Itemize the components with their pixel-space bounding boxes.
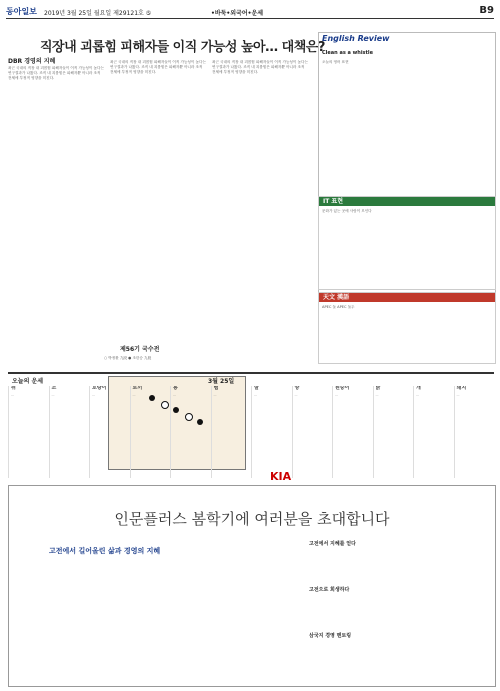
hanja-title: 天文 漢語: [319, 293, 495, 302]
sponsor-logo: KIA: [270, 470, 292, 483]
sign-column: 호랑이 …: [89, 386, 130, 478]
page-header: [6, 4, 494, 19]
horoscope-title: 오늘의 운세: [12, 378, 44, 385]
horoscope-bar: [8, 372, 494, 384]
sign-column: 용 …: [170, 386, 211, 478]
english-review-subtitle: Clean as a whistle: [322, 50, 374, 56]
sign-column: 토끼 …: [130, 386, 171, 478]
article-column-2: 최근 국내의 직장 내 괴롭힘 피해자들이 이직 가능성이 높다는 연구결과가 나왔다. 조직 내 괴롭힘은 피해자뿐 아니라 조직 전체에 부정적 영향을 미친다.: [110, 60, 206, 74]
ad-course-3: 고전으로 희생하다: [309, 587, 350, 593]
horoscope-grid: [8, 386, 494, 478]
sign-column: 돼지 …: [454, 386, 495, 478]
sign-column: 개 …: [413, 386, 454, 478]
sign-column: 말 …: [251, 386, 292, 478]
english-review-text: 오늘의 영어 표현: [322, 60, 349, 64]
article-column-3: 최근 국내의 직장 내 괴롭힘 피해자들이 이직 가능성이 높다는 연구결과가 나왔다. 조직 내 괴롭힘은 피해자뿐 아니라 조직 전체에 부정적 영향을 미친다.: [212, 60, 308, 74]
sign-column: 원숭이 …: [332, 386, 373, 478]
article-subhead: DBR 경영의 지혜: [8, 58, 56, 65]
ad-course-4: 삼국지 경영 멘토링: [309, 633, 352, 639]
ad-course-1: 고전에서 길어올린 삶과 경영의 지혜: [49, 547, 161, 555]
horoscope-date: 3월 25일: [208, 378, 235, 385]
advertisement: [8, 485, 496, 687]
it-expression-box: [318, 196, 496, 290]
go-players: ○ 박정환 九段 ● 조한승 九段: [104, 356, 152, 360]
article-column-1: 최근 국내의 직장 내 괴롭힘 피해자들이 이직 가능성이 높다는 연구결과가 나왔다. 조직 내 괴롭힘은 피해자뿐 아니라 조직 전체에 부정적 영향을 미친다.: [8, 66, 104, 80]
issue-date: 2019년 3월 25일 월요일 제29121호 ⑤: [44, 10, 152, 17]
it-expression-title: IT 표현: [319, 197, 495, 206]
sign-column: 뱀 …: [211, 386, 252, 478]
page-number: B9: [479, 5, 494, 16]
section-label: •바둑•외국어•운세: [211, 10, 264, 17]
ad-title: 인문플러스 봄학기에 여러분을 초대합니다: [114, 510, 390, 528]
it-expression-text: 문화가 있는 곳에 사람이 모인다: [322, 209, 372, 213]
newspaper-logo: 동아일보: [6, 7, 37, 16]
sign-column: 양 …: [292, 386, 333, 478]
sign-column: 쥐 …: [8, 386, 49, 478]
sign-column: 닭 …: [373, 386, 414, 478]
article-headline: 직장내 괴롭힘 피해자들 이직 가능성 높아… 대책은?: [40, 40, 325, 55]
hanja-box: [318, 292, 496, 364]
hanja-text: APEC 둘 APEC 둘두: [322, 305, 355, 309]
ad-course-2: 고전에서 지혜를 얻다: [309, 541, 356, 547]
english-review-title: English Review: [322, 34, 390, 43]
sign-column: 소 …: [49, 386, 90, 478]
go-title: 제56기 국수전: [120, 346, 160, 353]
